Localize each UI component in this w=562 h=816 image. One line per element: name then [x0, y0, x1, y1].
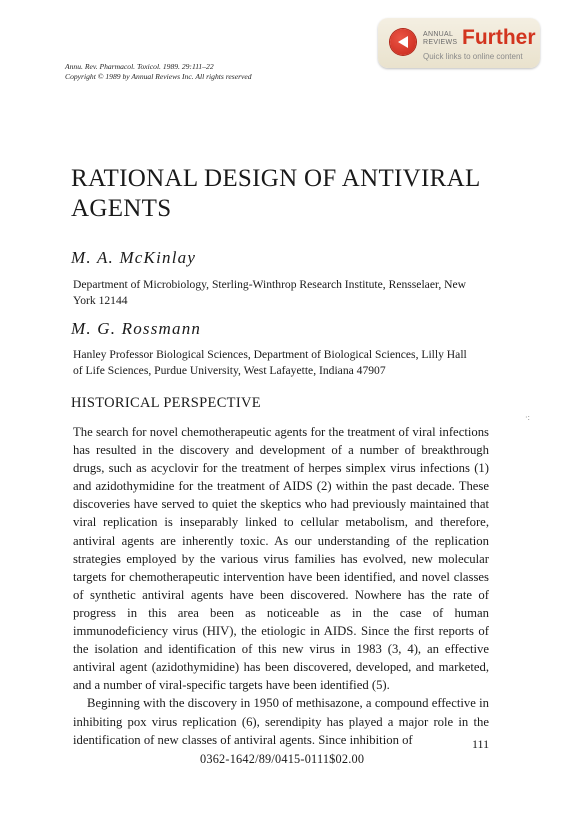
affiliation-1-line-2: York 12144 — [73, 294, 128, 307]
paragraph-2: Beginning with the discovery in 1950 of methisazone, a compound effective in inhibiting pox virus replication (6), serendipity has played a major role in the identification of new classes of antiviral agents. Since inhibition of — [73, 696, 489, 747]
badge-further-label: Further — [462, 26, 536, 49]
citation-line-1: Annu. Rev. Pharmacol. Toxicol. 1989. 29:111–22 — [65, 62, 214, 71]
further-links-badge[interactable] — [378, 18, 540, 68]
citation-line-2: Copyright © 1989 by Annual Reviews Inc. All rights reserved — [65, 72, 252, 81]
journal-citation — [65, 62, 252, 82]
page-number: 111 — [472, 737, 490, 751]
affiliation-2-line-2: of Life Sciences, Purdue University, West Lafayette, Indiana 47907 — [73, 364, 386, 377]
author-affiliation-1 — [73, 277, 466, 309]
affiliation-1-line-1: Department of Microbiology, Sterling-Winthrop Research Institute, Rensselaer, New — [73, 278, 467, 291]
body-text — [73, 423, 489, 749]
speck-mark: ·: — [525, 413, 530, 422]
play-arrow-icon — [390, 29, 416, 55]
title-line-1: RATIONAL DESIGN OF ANTIVIRAL — [71, 165, 481, 192]
badge-reviews-label: REVIEWS — [423, 39, 458, 46]
section-heading: HISTORICAL PERSPECTIVE — [71, 395, 261, 411]
author-affiliation-2 — [73, 347, 467, 379]
author-name-1: M. A. McKinlay — [71, 248, 197, 267]
paragraph-1: The search for novel chemotherapeutic agents for the treatment of viral infections has resulted in the discovery and development of a number of breakthrough drugs, such as acyclovir for the treatment of herpes simplex virus infections (1) and azidothymidine for the treatment of AIDS (2) within the past decade. These discoveries have served to quiet the skeptics who had previously maintained that viral replication is inseparably linked to cellular metabolism, and therefore, antiviral agents are inherently toxic. As our understanding of the replication strategies employed by the various virus families has evolved, new molecular targets for chemotherapeutic intervention have been identified, and novel classes of synthetic antiviral agents have been discovered. Nowhere has the rate of progress in this area been as noticeable as in the case of human immunodeficiency virus (HIV), the etiologic in AIDS. Since the first reports of the isolation and identification of this new virus in 1983 (3, 4), an effective antiviral agent (azidothymidine) has been discovered, developed, and marketed, and a number of viral-specific targets have been identified (5). — [73, 425, 489, 693]
article-title — [71, 164, 481, 224]
article-code: 0362-1642/89/0415-0111$02.00 — [200, 752, 365, 766]
affiliation-2-line-1: Hanley Professor Biological Sciences, Department of Biological Sciences, Lilly Hall — [73, 348, 467, 361]
badge-annual-label: ANNUAL — [423, 31, 454, 38]
author-name-2: M. G. Rossmann — [71, 319, 202, 338]
badge-tagline: Quick links to online content — [423, 52, 523, 61]
title-line-2: AGENTS — [71, 195, 172, 222]
